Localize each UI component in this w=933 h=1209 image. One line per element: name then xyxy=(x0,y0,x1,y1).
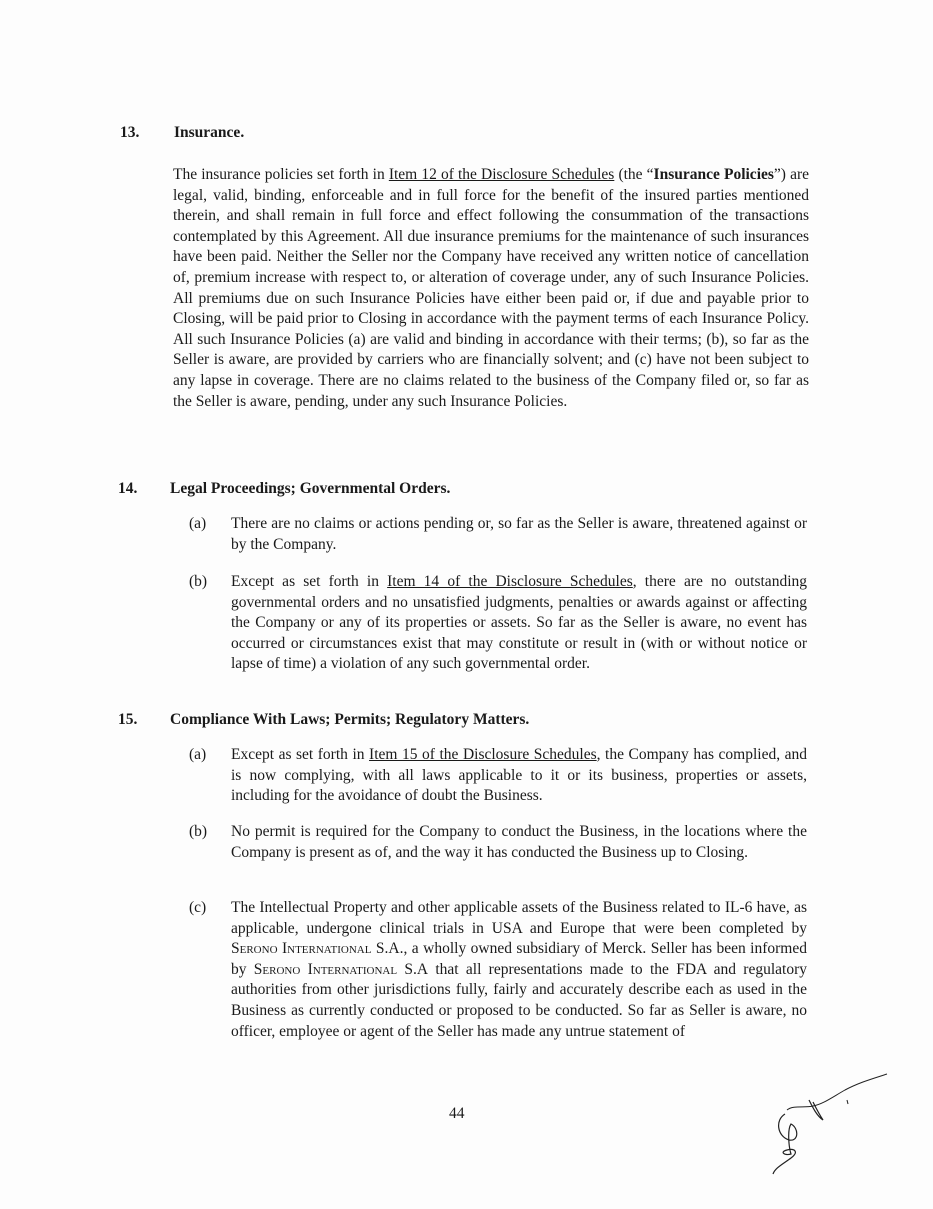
item-text-part: Except as set forth in xyxy=(231,746,370,763)
item-label: (b) xyxy=(189,823,208,840)
section-number: 14. xyxy=(118,480,138,497)
item-text-part: Except as set forth in xyxy=(231,573,388,590)
item-text xyxy=(231,898,807,1042)
section-title: Legal Proceedings; Governmental Orders. xyxy=(170,480,451,497)
item-label: (a) xyxy=(189,746,207,763)
page-number: 44 xyxy=(449,1105,465,1122)
item-text-part: , a wholly owned subsidiary of Merck. Seller has been informed by xyxy=(231,940,807,978)
item-text-part: , the Company has complied, and is now complying, with all laws applicable to it or its business, properties or assets, including for the avoidance of doubt the Business. xyxy=(231,746,807,805)
item-text: No permit is required for the Company to conduct the Business, in the locations where the Company is present as of, and the way it has conducted the Business up to Closing. xyxy=(231,823,807,861)
paragraph-text: ”) are legal, valid, binding, enforceable and in full force for the benefit of the insured parties mentioned therein, and shall remain in full force and effect following the consummation of the transactions contemplated by this Agreement. All due insurance premiums for the maintenance of such insurances have been paid. Neither the Seller nor the Company have received any written notice of cancellation of, premium increase with respect to, or alteration of coverage under, any of such Insurance Policies. All premiums due on such Insurance Policies have either been paid or, if due and payable prior to Closing, will be paid prior to Closing in accordance with the payment terms of each Insurance Policy. All such Insurance Policies (a) are valid and binding in accordance with their terms; (b), so far as the Seller is aware, are provided by carriers who are financially solvent; and (c) have not been subject to any lapse in coverage. There are no claims related to the business of the Company filed or, so far as the Seller is aware, pending, under any such Insurance Policies. xyxy=(173,166,810,410)
section-number: 15. xyxy=(118,711,138,728)
item-text xyxy=(231,745,807,807)
item-label: (b) xyxy=(189,573,208,590)
paragraph-text: (the “ xyxy=(614,166,654,183)
signature-initials xyxy=(765,1070,905,1190)
section-title: Insurance. xyxy=(174,124,245,141)
organization-name: Serono International S.A. xyxy=(231,940,404,958)
organization-name: Serono International S.A xyxy=(253,960,429,978)
signature-stroke xyxy=(787,1074,887,1110)
item-text-part: The Intellectual Property and other applicable assets of the Business related to IL-6 have, as applicable, undergone clinical trials in USA and Europe that were been completed by xyxy=(231,899,807,937)
item-text xyxy=(231,572,807,675)
section-13-paragraph xyxy=(173,165,809,412)
item-label: (c) xyxy=(189,899,207,916)
section-number: 13. xyxy=(120,124,140,141)
signature-stroke xyxy=(773,1114,797,1174)
disclosure-schedule-reference: Item 12 of the Disclosure Schedules xyxy=(388,166,615,183)
section-title: Compliance With Laws; Permits; Regulatory Matters. xyxy=(170,711,530,728)
item-text: There are no claims or actions pending or, so far as the Seller is aware, threatened against or by the Company. xyxy=(231,515,807,553)
disclosure-schedule-reference: Item 14 of the Disclosure Schedules xyxy=(387,573,633,590)
item-label: (a) xyxy=(189,515,207,532)
paragraph-text: The insurance policies set forth in xyxy=(173,166,389,183)
signature-stroke xyxy=(847,1100,848,1104)
item-text-part: that all representations made to the FDA and regulatory authorities from other jurisdictions fully, fairly and accurately describe each as used in the Business as currently conducted or proposed to be conducted. So far as Seller is aware, no officer, employee or agent of the Seller has made any untrue statement of xyxy=(231,960,807,1040)
item-text-part: , there are no outstanding governmental orders and no unsatisfied judgments, penalties or awards against or affecting the Company or any of its properties or assets. So far as the Seller is aware, no event has occurred or circumstances exist that may constitute or result in (with or without notice or lapse of time) a violation of any such governmental order. xyxy=(231,573,807,673)
defined-term: Insurance Policies xyxy=(653,166,774,183)
disclosure-schedule-reference: Item 15 of the Disclosure Schedules xyxy=(369,746,597,763)
